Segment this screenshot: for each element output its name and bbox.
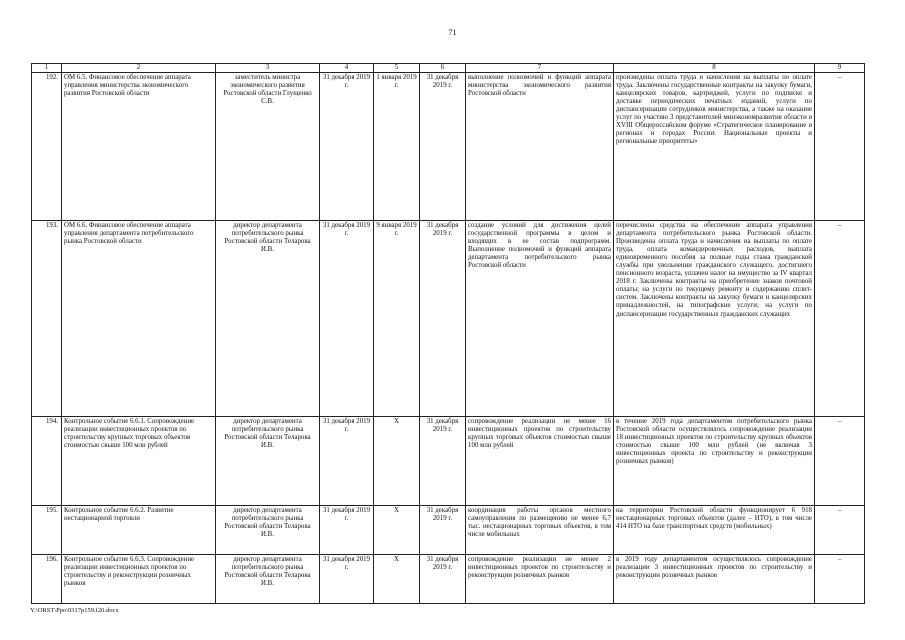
column-number-1: 1	[32, 64, 62, 73]
responsible: директор департамента потребительского рынка Ростовской области Теларова И.В.	[216, 555, 320, 604]
event-name: Контрольное событие 6.6.3. Сопровождение реализации инвестиционных проектов по строительству и реконструкции розничных рынков	[62, 555, 216, 604]
table-row	[32, 221, 865, 417]
table-row	[32, 417, 865, 506]
plan-date: 31 декабря 2019 г.	[320, 506, 374, 555]
fact-end: 31 декабря 2019 г.	[420, 506, 466, 555]
note: –	[815, 73, 865, 221]
actual-result: перечислены средства на обеспечение аппарата управления департамента потребительского рынка Ростовской области. Произведены оплата труда и начисления на выплаты по оплате труда, оплата командировочных расходов, выплата единовременного пособия за полные годы стажа гражданской службы при увольнении гражданского служащего, достигшего пенсионного возраста, уплачен налог на имущество за IV квартал 2018 г. Заключены контракты на приобретение знаков почтовой оплаты; на услуги по текущему ремонту и содержанию сплит-систем. Заключены контракты на закупку бумаги и канцелярских принадлежностей, на типографские услуги; на услуги по диспансеризации государственных гражданских служащих	[614, 221, 815, 417]
table-row	[32, 555, 865, 604]
actual-result: произведены оплата труда и начисления на выплаты по оплате труда. Заключены государственные контракты на закупку бумаги, канцелярских товаров, картриджей, услуги по подписке и доставке периодических печатных изданий, услуги по диспансеризации сотрудников министерства, а также на оказание услуг по участию 3 представителей минэкономразвития области в XVIII Общероссийском форуме «Стратегическое планирование в регионах и городах России: Национальные проекты и региональные приоритеты»	[614, 73, 815, 221]
expected-result: координация работы органов местного самоуправления по размещению не менее 6,7 тыс. нестационарных торговых объектов, в том числе мобильных	[466, 506, 614, 555]
event-name: ОМ 6.6. Финансовое обеспечение аппарата управления департамента потребительского рынка Ростовской области	[62, 221, 216, 417]
event-name: ОМ 6.5. Финансовое обеспечение аппарата управления министерства экономического развития Ростовской области	[62, 73, 216, 221]
fact-start: 9 января 2019 г.	[374, 221, 420, 417]
table-header-row	[32, 64, 865, 73]
note: –	[815, 417, 865, 506]
page-number: 71	[448, 28, 457, 37]
row-number: 194.	[32, 417, 62, 506]
column-number-2: 2	[62, 64, 216, 73]
responsible: директор департамента потребительского рынка Ростовской области Теларова И.В.	[216, 417, 320, 506]
table-row	[32, 506, 865, 555]
actual-result: на территории Ростовской области функционирует 6 918 нестационарных торговых объектов (далее – НТО), в том числе 414 НТО на базе транспортных средств (мобильных)	[614, 506, 815, 555]
event-name: Контрольное событие 6.6.1. Сопровождение реализации инвестиционных проектов по строительству крупных торговых объектов стоимостью свыше 100 млн рублей	[62, 417, 216, 506]
fact-end: 31 декабря 2019 г.	[420, 73, 466, 221]
actual-result: в течение 2019 года департаментом потребительского рынка Ростовской области осуществлялось сопровождение реализации 18 инвестиционных проектов по строительству крупных объектов стоимостью свыше 100 млн рублей (не включая 3 инвестиционных проекта по строительству и реконструкции розничных рынков)	[614, 417, 815, 506]
report-table	[31, 63, 865, 604]
expected-result: создание условий для достижения целей государственной программы в целом и входящих в ее состав подпрограмм. Выполнение полномочий и функций аппарата департамента потребительского рынка Ростовской области	[466, 221, 614, 417]
row-number: 193.	[32, 221, 62, 417]
table-row	[32, 73, 865, 221]
fact-start: X	[374, 555, 420, 604]
column-number-8: 8	[614, 64, 815, 73]
expected-result: выполнение полномочий и функций аппарата министерства экономического развития Ростовской области	[466, 73, 614, 221]
plan-date: 31 декабря 2019 г.	[320, 221, 374, 417]
plan-date: 31 декабря 2019 г.	[320, 417, 374, 506]
column-number-7: 7	[466, 64, 614, 73]
fact-start: 1 января 2019 г.	[374, 73, 420, 221]
fact-end: 31 декабря 2019 г.	[420, 555, 466, 604]
fact-end: 31 декабря 2019 г.	[420, 221, 466, 417]
column-number-5: 5	[374, 64, 420, 73]
fact-start: X	[374, 417, 420, 506]
column-number-9: 9	[815, 64, 865, 73]
actual-result: в 2019 году департаментом осуществлялось сопровождение реализации 3 инвестиционных проектов по строительству и реконструкции розничных рынков	[614, 555, 815, 604]
note: –	[815, 221, 865, 417]
note: –	[815, 506, 865, 555]
column-number-3: 3	[216, 64, 320, 73]
row-number: 196.	[32, 555, 62, 604]
row-number: 192.	[32, 73, 62, 221]
responsible: заместитель министра экономического развития Ростовской области Глущенко С.В.	[216, 73, 320, 221]
column-number-6: 6	[420, 64, 466, 73]
plan-date: 31 декабря 2019 г.	[320, 73, 374, 221]
event-name: Контрольное событие 6.6.2. Развитие нестационарной торговли	[62, 506, 216, 555]
document-path: Y:\ORST\Ppo\0317p159.f20.docx	[30, 607, 119, 614]
responsible: директор департамента потребительского рынка Ростовской области Теларова И.В.	[216, 506, 320, 555]
column-number-4: 4	[320, 64, 374, 73]
row-number: 195.	[32, 506, 62, 555]
fact-end: 31 декабря 2019 г.	[420, 417, 466, 506]
responsible: директор департамента потребительского рынка Ростовской области Теларова И.В.	[216, 221, 320, 417]
note: –	[815, 555, 865, 604]
plan-date: 31 декабря 2019 г.	[320, 555, 374, 604]
expected-result: сопровождение реализации не менее 2 инвестиционных проектов по строительству и реконструкции розничных рынков	[466, 555, 614, 604]
fact-start: X	[374, 506, 420, 555]
expected-result: сопровождение реализации не менее 16 инвестиционных проектов по строительству крупных торговых объектов стоимостью свыше 100 млн рублей	[466, 417, 614, 506]
